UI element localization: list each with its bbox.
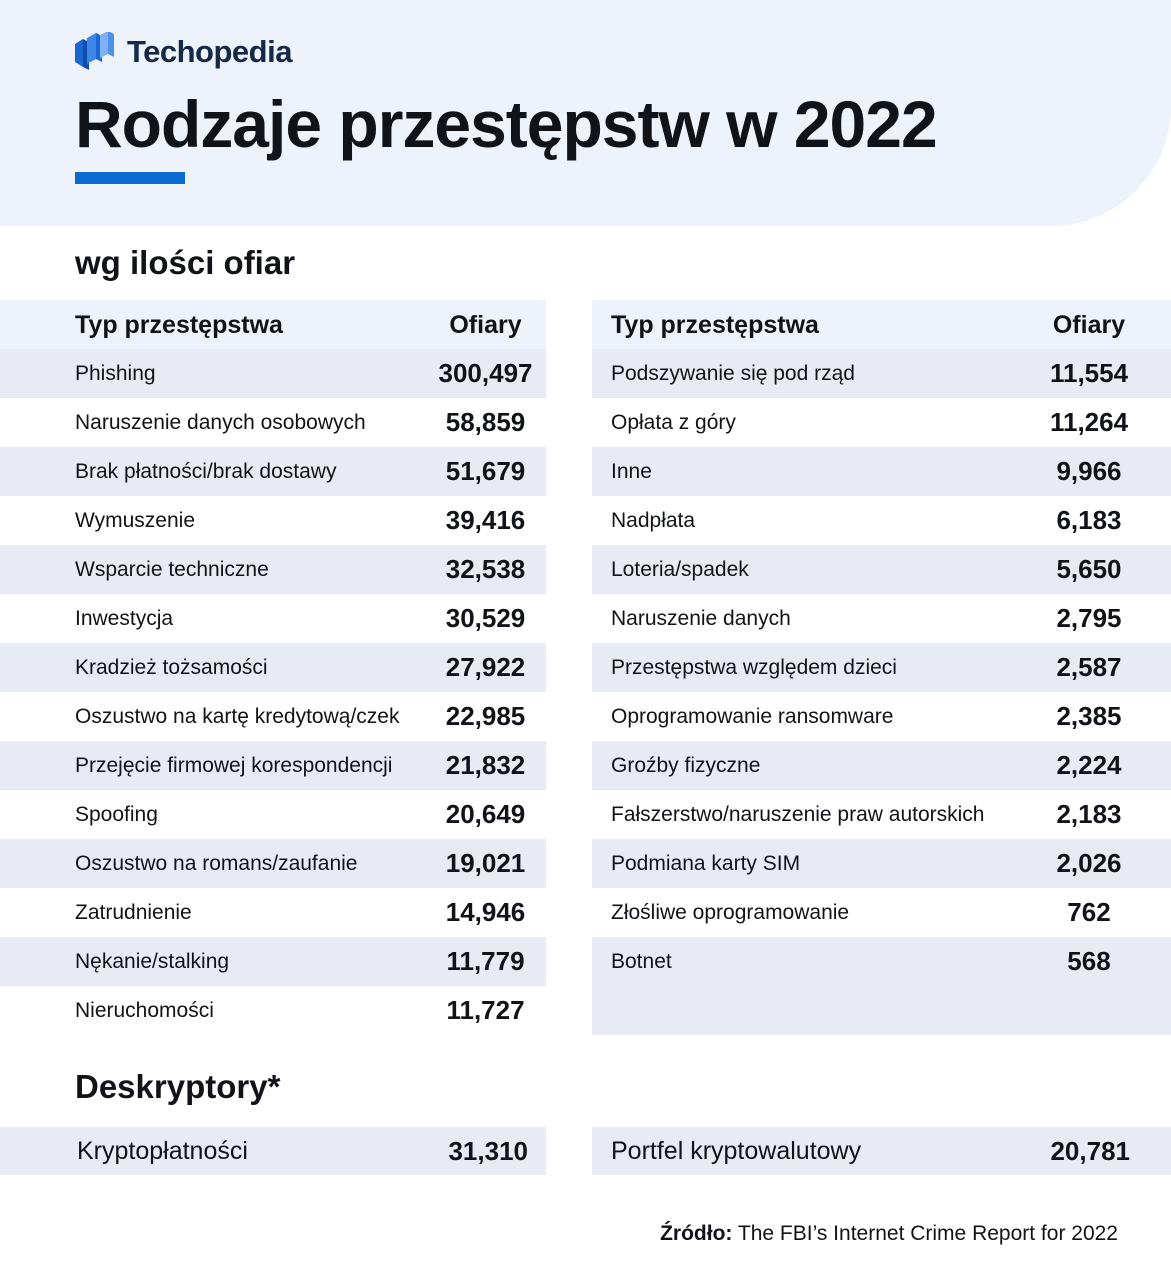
crime-type: Złośliwe oprogramowanie bbox=[611, 901, 850, 924]
victim-count: 2,587 bbox=[1056, 652, 1122, 682]
brand-name: Techopedia bbox=[127, 34, 292, 69]
victim-count: 30,529 bbox=[445, 603, 526, 633]
table-row bbox=[0, 545, 546, 594]
victim-count: 2,026 bbox=[1056, 848, 1122, 878]
crime-type: Phishing bbox=[75, 362, 156, 385]
victim-count: 6,183 bbox=[1056, 505, 1122, 535]
crime-table-right bbox=[592, 300, 1171, 1035]
table-row bbox=[592, 692, 1171, 741]
victim-count: 21,832 bbox=[445, 750, 526, 780]
victim-count: 22,985 bbox=[445, 701, 526, 731]
crime-table-left bbox=[0, 300, 546, 1035]
victim-count: 11,264 bbox=[1049, 407, 1129, 437]
source-note bbox=[660, 1222, 1118, 1246]
table-row bbox=[592, 594, 1171, 643]
crime-type: Wsparcie techniczne bbox=[75, 558, 269, 581]
table-row bbox=[592, 349, 1171, 398]
victim-count: 19,021 bbox=[445, 848, 526, 878]
crime-type: Spoofing bbox=[75, 803, 158, 826]
table-row bbox=[0, 986, 546, 1035]
victim-count: 32,538 bbox=[445, 554, 526, 584]
crime-type: Oszustwo na romans/zaufanie bbox=[75, 852, 358, 875]
header-victims: Ofiary bbox=[449, 311, 522, 339]
crime-type: Oszustwo na kartę kredytową/czek bbox=[75, 705, 400, 728]
table-row bbox=[0, 594, 546, 643]
victim-count: 5,650 bbox=[1056, 554, 1122, 584]
descriptor-label: Kryptopłatności bbox=[77, 1137, 248, 1165]
victim-count: 2,385 bbox=[1056, 701, 1122, 731]
crime-type: Podmiana karty SIM bbox=[611, 852, 801, 875]
header-victims: Ofiary bbox=[1052, 311, 1126, 339]
victim-count: 2,224 bbox=[1056, 750, 1122, 780]
title-underline bbox=[75, 172, 185, 184]
crime-type: Przejęcie firmowej korespondencji bbox=[75, 754, 393, 777]
crime-type: Groźby fizyczne bbox=[611, 754, 761, 777]
table-row bbox=[0, 692, 546, 741]
table-row bbox=[0, 741, 546, 790]
techopedia-logo-icon bbox=[75, 32, 115, 72]
table-header bbox=[0, 300, 546, 349]
table-row bbox=[0, 496, 546, 545]
table-row bbox=[0, 888, 546, 937]
crime-type: Inwestycja bbox=[75, 607, 174, 630]
victim-count: 9,966 bbox=[1056, 456, 1122, 486]
descriptor-item bbox=[592, 1127, 1171, 1175]
crime-type: Kradzież tożsamości bbox=[75, 656, 268, 679]
table-row-empty bbox=[592, 986, 1171, 1035]
table-row bbox=[592, 790, 1171, 839]
victim-count: 11,554 bbox=[1049, 358, 1129, 388]
crime-type: Nieruchomości bbox=[75, 999, 214, 1022]
crime-type: Przestępstwa względem dzieci bbox=[611, 656, 897, 679]
crime-type: Podszywanie się pod rząd bbox=[611, 362, 855, 385]
victim-count: 58,859 bbox=[445, 407, 526, 437]
table-row bbox=[592, 447, 1171, 496]
header-type: Typ przestępstwa bbox=[75, 311, 283, 339]
victim-count: 762 bbox=[1067, 897, 1111, 927]
table-row bbox=[592, 545, 1171, 594]
crime-type: Fałszerstwo/naruszenie praw autorskich bbox=[611, 803, 985, 826]
victim-count: 300,497 bbox=[438, 358, 533, 388]
crime-type: Naruszenie danych osobowych bbox=[75, 411, 366, 434]
table-row bbox=[0, 398, 546, 447]
table-row bbox=[592, 643, 1171, 692]
table-row bbox=[592, 888, 1171, 937]
victim-count: 20,649 bbox=[445, 799, 526, 829]
descriptor-value: 20,781 bbox=[1050, 1136, 1130, 1166]
table-header bbox=[592, 300, 1171, 349]
descriptor-label: Portfel kryptowalutowy bbox=[611, 1137, 862, 1165]
victim-count: 11,779 bbox=[446, 946, 525, 976]
table-row bbox=[0, 447, 546, 496]
table-row bbox=[592, 937, 1171, 986]
crime-type: Oprogramowanie ransomware bbox=[611, 705, 894, 728]
source-label: Źródło: bbox=[660, 1222, 733, 1245]
victim-count: 27,922 bbox=[445, 652, 526, 682]
victim-count: 2,795 bbox=[1056, 603, 1122, 633]
crime-type: Brak płatności/brak dostawy bbox=[75, 460, 337, 483]
page-title: Rodzaje przestępstw w 2022 bbox=[75, 87, 937, 161]
table-row bbox=[0, 937, 546, 986]
crime-type: Naruszenie danych bbox=[611, 607, 791, 630]
descriptors-title: Deskryptory* bbox=[75, 1068, 281, 1105]
table-row bbox=[0, 839, 546, 888]
crime-type: Loteria/spadek bbox=[611, 558, 749, 581]
table-row bbox=[592, 741, 1171, 790]
table-row bbox=[592, 398, 1171, 447]
table-row bbox=[592, 839, 1171, 888]
table-row bbox=[592, 496, 1171, 545]
victim-count: 2,183 bbox=[1056, 799, 1122, 829]
victim-count: 11,727 bbox=[446, 995, 525, 1025]
victim-count: 14,946 bbox=[445, 897, 526, 927]
crime-type: Nękanie/stalking bbox=[75, 950, 230, 973]
table-row bbox=[0, 349, 546, 398]
descriptor-value: 31,310 bbox=[448, 1136, 528, 1166]
table-row bbox=[0, 643, 546, 692]
crime-type: Inne bbox=[611, 460, 652, 483]
brand-logo bbox=[75, 32, 292, 72]
section-subtitle: wg ilości ofiar bbox=[75, 244, 296, 281]
header-type: Typ przestępstwa bbox=[611, 311, 819, 339]
crime-type: Zatrudnienie bbox=[75, 901, 192, 924]
source-text: The FBI’s Internet Crime Report for 2022 bbox=[737, 1222, 1118, 1245]
table-row bbox=[0, 790, 546, 839]
crime-type: Wymuszenie bbox=[75, 509, 196, 532]
victim-count: 51,679 bbox=[445, 456, 526, 486]
crime-type: Opłata z góry bbox=[611, 411, 736, 434]
crime-type: Nadpłata bbox=[611, 509, 696, 532]
descriptor-item bbox=[0, 1127, 546, 1175]
crime-type: Botnet bbox=[611, 950, 672, 973]
victim-count: 39,416 bbox=[445, 505, 526, 535]
victim-count: 568 bbox=[1067, 946, 1111, 976]
